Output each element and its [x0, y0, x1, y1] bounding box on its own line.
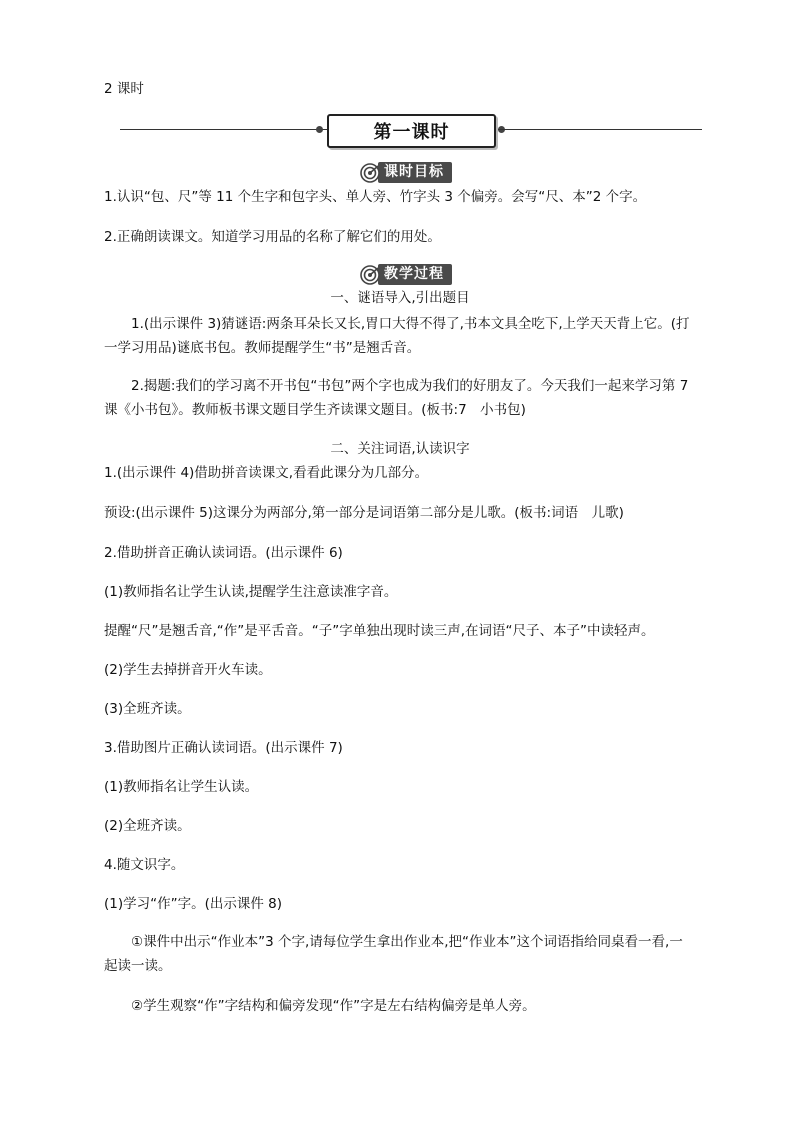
goals-section-badge	[360, 162, 452, 183]
part1-heading: 一、谜语导入,引出题目	[330, 290, 470, 306]
part1-paragraph: 2.揭题:我们的学习离不开书包“书包”两个字也成为我们的好朋友了。今天我们一起来学习第 7 课《小书包》。教师板书课文题目学生齐读课文题目。(板书:7 小书包)	[104, 378, 689, 418]
header-rule-right	[494, 129, 702, 130]
goal-item: 2.正确朗读课文。知道学习用品的名称了解它们的用处。	[104, 229, 441, 245]
goal-item: 1.认识“包、尺”等 11 个生字和包字头、单人旁、竹字头 3 个偏旁。会写“尺、本”2 个字。	[104, 189, 647, 205]
header-dot-left	[316, 126, 323, 133]
part2-line: (1)教师指名让学生认读。	[104, 779, 259, 795]
process-section-label: 教学过程	[378, 264, 452, 285]
part2-line: 3.借助图片正确认读词语。(出示课件 7)	[104, 740, 343, 756]
part2-line: (2)学生去掉拼音开火车读。	[104, 662, 272, 678]
header-rule-left	[120, 129, 328, 130]
process-section-badge	[360, 264, 452, 285]
part2-line: (1)教师指名让学生认读,提醒学生注意读准字音。	[104, 584, 398, 600]
part2-line: 2.借助拼音正确认读词语。(出示课件 6)	[104, 545, 343, 561]
target-icon	[360, 265, 380, 285]
part2-line: (3)全班齐读。	[104, 701, 191, 717]
part1-paragraph: 1.(出示课件 3)猜谜语:两条耳朵长又长,胃口大得不得了,书本文具全吃下,上学天天背上它。(打一学习用品)谜底书包。教师提醒学生“书”是翘舌音。	[104, 316, 690, 356]
part2-line: 4.随文识字。	[104, 857, 185, 873]
part2-line: ①课件中出示“作业本”3 个字,请每位学生拿出作业本,把“作业本”这个词语指给同桌看一看,一起读一读。	[104, 934, 683, 974]
part2-heading: 二、关注词语,认读识字	[330, 441, 470, 457]
goals-section-label: 课时目标	[378, 162, 452, 183]
part2-line: 预设:(出示课件 5)这课分为两部分,第一部分是词语第二部分是儿歌。(板书:词语 儿歌)	[104, 505, 624, 521]
part2-line: (2)全班齐读。	[104, 818, 191, 834]
part2-line: (1)学习“作”字。(出示课件 8)	[104, 896, 283, 912]
part2-line: 1.(出示课件 4)借助拼音读课文,看看此课分为几部分。	[104, 465, 429, 481]
target-icon	[360, 163, 380, 183]
part2-line: ②学生观察“作”字结构和偏旁发现“作”字是左右结构偏旁是单人旁。	[131, 998, 536, 1014]
lesson-title: 第一课时	[373, 122, 450, 143]
class-hours-note: 2 课时	[104, 81, 144, 97]
lesson-title-box	[327, 114, 496, 148]
part2-line: 提醒“尺”是翘舌音,“作”是平舌音。“子”字单独出现时读三声,在词语“尺子、本子”中读轻声。	[104, 623, 655, 639]
